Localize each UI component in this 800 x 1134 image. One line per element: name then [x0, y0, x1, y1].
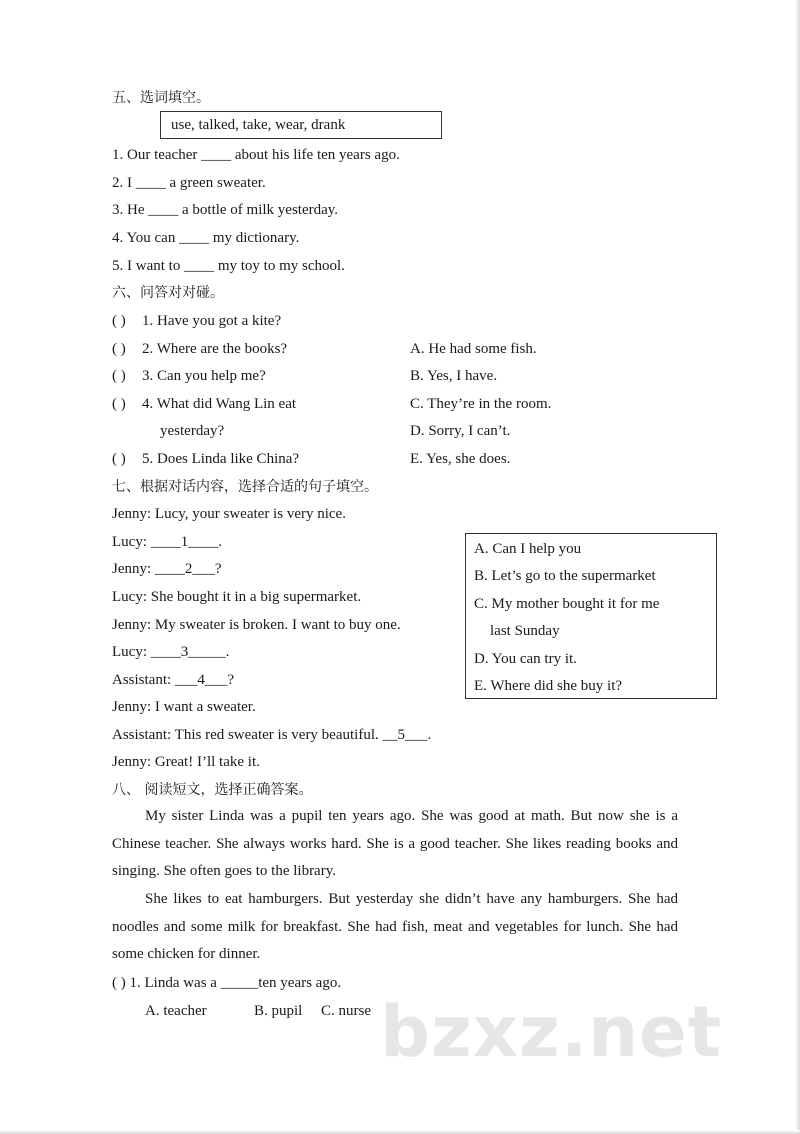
- section6-title: 六、问答对对碰。: [112, 285, 224, 301]
- section6-paren-5: ( ): [112, 451, 126, 467]
- section6-question-4: 4. What did Wang Lin eat: [142, 396, 297, 412]
- dialogue-line-4: Lucy: She bought it in a big supermarket.: [112, 589, 362, 605]
- reading-choice-c: C. nurse: [321, 1003, 371, 1019]
- section6-answer-c: C. They’re in the room.: [410, 396, 552, 412]
- dialogue-line-6: Lucy: ____3_____.: [112, 644, 230, 660]
- dialogue-option-e: E. Where did she buy it?: [474, 678, 623, 694]
- dialogue-line-10: Jenny: Great! I’ll take it.: [112, 754, 260, 770]
- dialogue-line-5: Jenny: My sweater is broken. I want to buy one.: [112, 617, 401, 633]
- section7-title: 七、根据对话内容，选择合适的句子填空。: [112, 479, 378, 495]
- dialogue-option-c-cont: last Sunday: [490, 623, 560, 639]
- section6-paren-3: ( ): [112, 368, 126, 384]
- dialogue-option-b: B. Let’s go to the supermarket: [474, 568, 656, 584]
- section8-title: 八、 阅读短文，选择正确答案。: [112, 782, 313, 798]
- section6-answer-d: D. Sorry, I can’t.: [410, 423, 511, 439]
- section5-title: 五、选词填空。: [112, 90, 210, 106]
- dialogue-line-9: Assistant: This red sweater is very beautiful. __5___.: [112, 727, 432, 743]
- dialogue-option-c: C. My mother bought it for me: [474, 596, 660, 612]
- dialogue-line-3: Jenny: ____2___?: [112, 561, 222, 577]
- dialogue-line-8: Jenny: I want a sweater.: [112, 699, 256, 715]
- section6-question-1: 1. Have you got a kite?: [142, 313, 282, 329]
- reading-paragraph-1: My sister Linda was a pupil ten years ago. She was good at math. But now she is a Chinese teacher. She always works hard. She is a good teacher. She likes reading books and singing. She often goes to the library.: [112, 808, 678, 880]
- dialogue-option-d: D. You can try it.: [474, 651, 577, 667]
- section6-paren-4: ( ): [112, 396, 126, 412]
- dialogue-line-2: Lucy: ____1____.: [112, 534, 222, 550]
- section6-question-3: 3. Can you help me?: [142, 368, 266, 384]
- reading-choice-b: B. pupil: [254, 1003, 303, 1019]
- section5-question-3: 3. He ____ a bottle of milk yesterday.: [112, 202, 339, 218]
- dialogue-options-box: [465, 533, 717, 699]
- section6-paren-2: ( ): [112, 341, 126, 357]
- reading-paragraph-2: She likes to eat hamburgers. But yesterday she didn’t have any hamburgers. She had noodles and some milk for breakfast. She had fish, meat and vegetables for lunch. She had some chicken for dinner.: [112, 891, 678, 963]
- dialogue-option-a: A. Can I help you: [474, 541, 582, 557]
- reading-question-1: ( ) 1. Linda was a _____ten years ago.: [112, 975, 342, 991]
- dialogue-line-1: Jenny: Lucy, your sweater is very nice.: [112, 506, 346, 522]
- page-edge-bottom: [0, 1130, 800, 1134]
- section6-question-4-cont: yesterday?: [160, 423, 225, 439]
- section6-answer-e: E. Yes, she does.: [410, 451, 511, 467]
- section6-question-5: 5. Does Linda like China?: [142, 451, 300, 467]
- section6-paren-1: ( ): [112, 313, 126, 329]
- reading-choice-a: A. teacher: [145, 1003, 207, 1019]
- section6-question-2: 2. Where are the books?: [142, 341, 288, 357]
- page-edge-right: [795, 0, 800, 1134]
- dialogue-line-7: Assistant: ___4___?: [112, 672, 235, 688]
- word-bank-box: use, talked, take, wear, drank: [160, 111, 442, 139]
- section5-question-5: 5. I want to ____ my toy to my school.: [112, 258, 345, 274]
- section6-answer-a: A. He had some fish.: [410, 341, 537, 357]
- section5-question-2: 2. I ____ a green sweater.: [112, 175, 266, 191]
- section5-question-4: 4. You can ____ my dictionary.: [112, 230, 300, 246]
- section5-question-1: 1. Our teacher ____ about his life ten years ago.: [112, 147, 400, 163]
- watermark: bzxz.net: [380, 991, 723, 1073]
- section6-answer-b: B. Yes, I have.: [410, 368, 498, 384]
